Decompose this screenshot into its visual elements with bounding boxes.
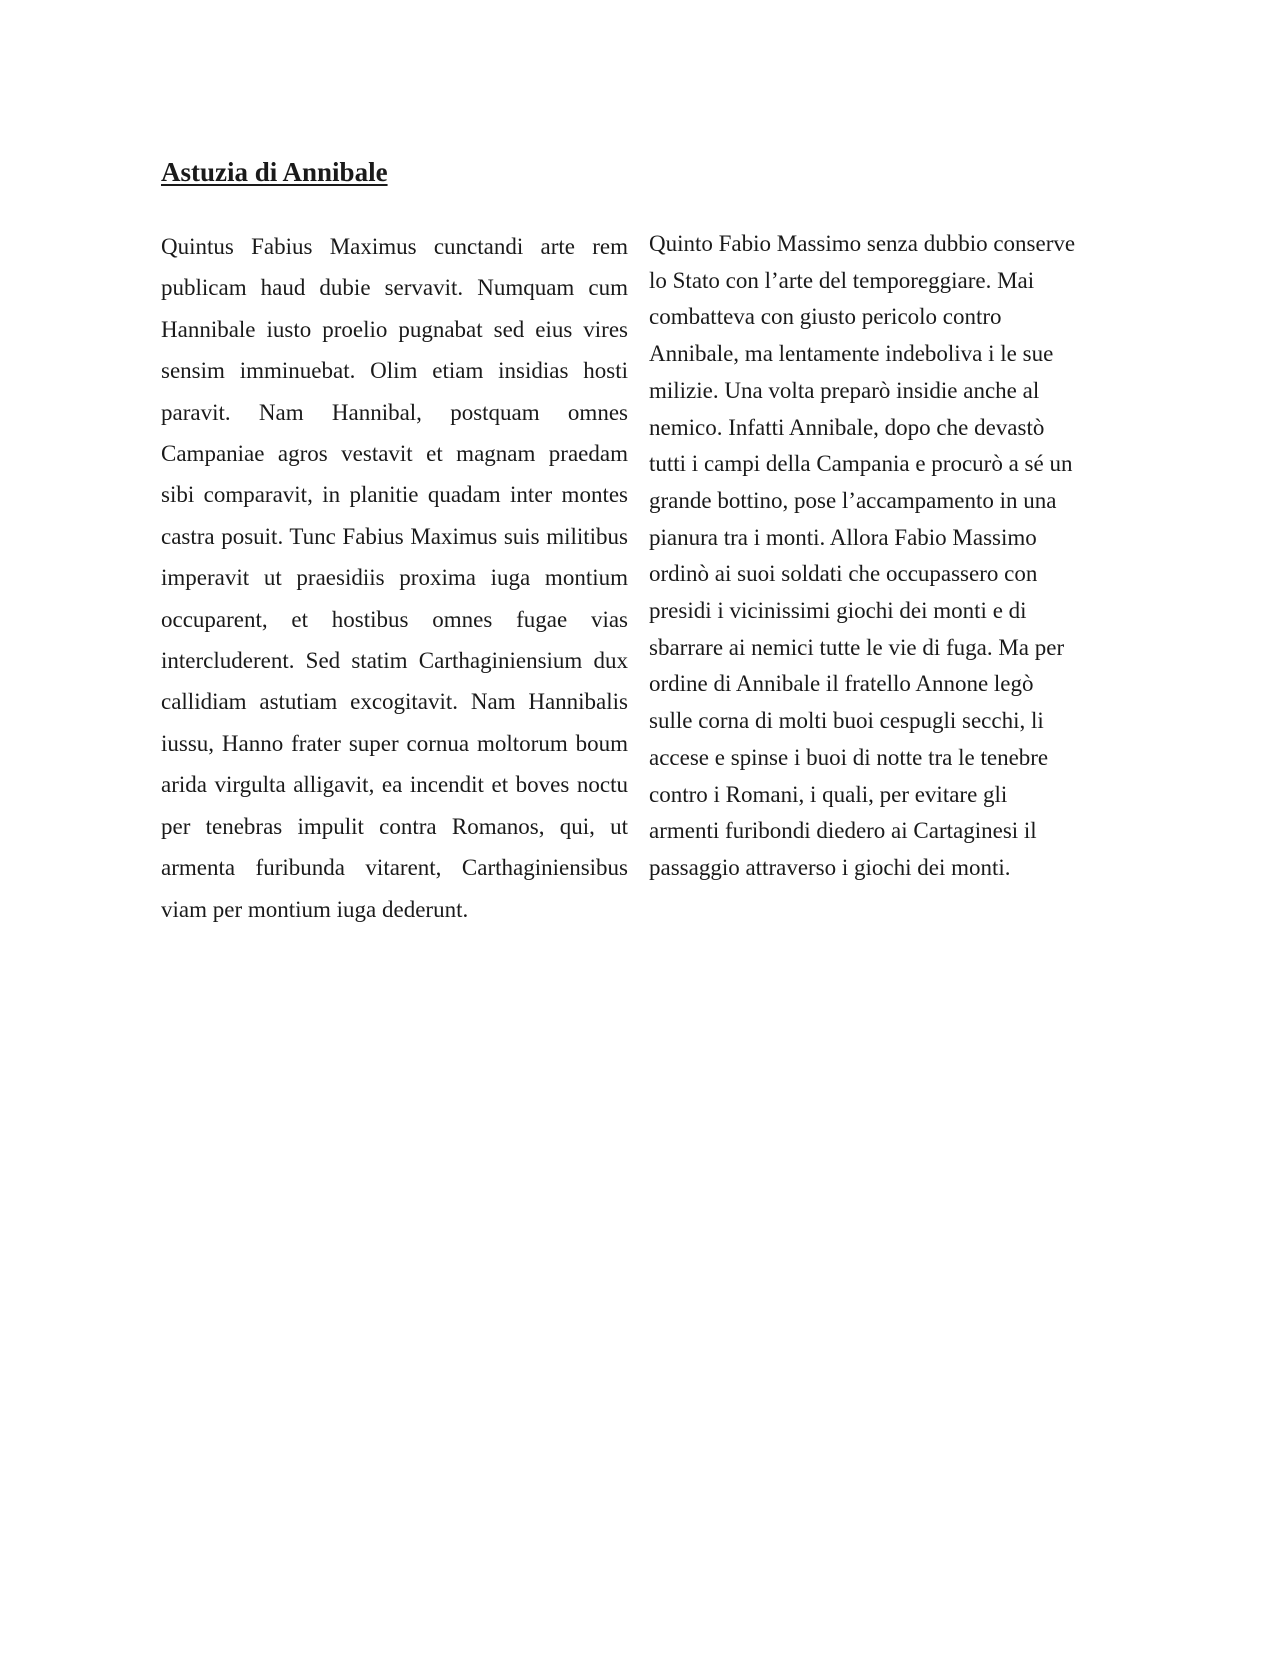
latin-text-column: Quintus Fabius Maximus cunctandi arte rem publicam haud dubie servavit. Numquam cum Hannibale iusto proelio pugnabat sed eius vires sensim imminuebat. Olim etiam insidias hosti paravit. Nam Hannibal, postquam omnes Campaniae agros vestavit et magnam praedam sibi comparavit, in planitie quadam inter montes castra posuit. Tunc Fabius Maximus suis militibus imperavit ut praesidiis proxima iuga montium occuparent, et hostibus omnes fugae vias intercluderent. Sed statim Carthaginiensium dux callidiam astutiam excogitavit. Nam Hannibalis iussu, Hanno frater super cornua moltorum boum arida virgulta alligavit, ea incendit et boves noctu per tenebras impulit contra Romanos, qui, ut armenta furibunda vitarent, Carthaginiensibus viam per montium iuga dederunt. — [161, 234, 628, 922]
document-title: Astuzia di Annibale — [161, 157, 388, 187]
italian-translation-column: Quinto Fabio Massimo senza dubbio conserve lo Stato con l’arte del temporeggiare. Mai combatteva con giusto pericolo contro Annibale, ma lentamente indeboliva i le sue milizie. Una volta preparò insidie anche al nemico. Infatti Annibale, dopo che devastò tutti i campi della Campania e procurò a sé un grande bottino, pose l’accampamento in una pianura tra i monti. Allora Fabio Massimo ordinò ai suoi soldati che occupassero con presidi i vicinissimi giochi dei monti e di sbarrare ai nemici tutte le vie di fuga. Ma per ordine di Annibale il fratello Annone legò sulle corna di molti buoi cespugli secchi, li accese e spinse i buoi di notte tra le tenebre contro i Romani, i quali, per evitare gli armenti furibondi diedero ai Cartaginesi il passaggio attraverso i giochi dei monti. — [649, 231, 1076, 880]
